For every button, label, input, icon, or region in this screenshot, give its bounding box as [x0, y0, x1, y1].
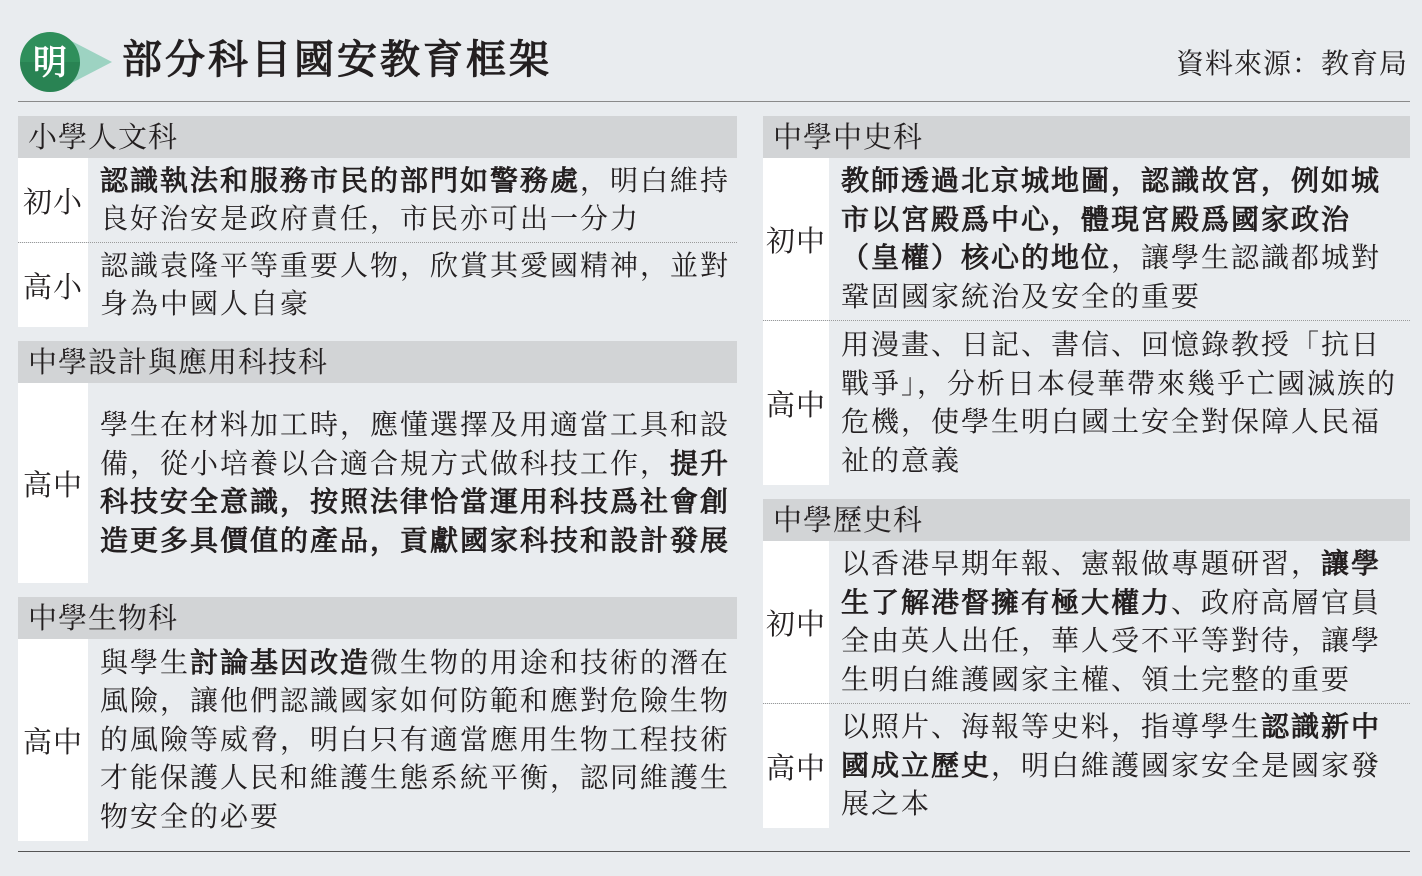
section-title-history: 中學歷史科: [763, 499, 1410, 541]
body-text: 認識袁隆平等重要人物，欣賞其愛國精神，並對身為中國人自豪: [100, 248, 731, 320]
bold-text: 認識新中國成立歷史: [841, 710, 1382, 782]
body-text: 、政府高層官員全由英人出任，華人受不平等對待，讓學生明白維護國家主權、領土完整的重要: [841, 585, 1382, 696]
bold-text: 提升科技安全意識，按照法律恰當運用科技爲社會創造更多具價值的產品，貢獻國家科技和設計發展: [100, 446, 731, 557]
body-text: 與學生: [100, 645, 191, 679]
section-title-chinese-history: 中學中史科: [763, 116, 1410, 158]
row-content: [829, 321, 1410, 485]
table-row: [18, 639, 737, 841]
level-label: 高中: [18, 639, 88, 841]
body-text: ，明白維護國家安全是國家發展之本: [841, 748, 1382, 821]
header: [0, 0, 1422, 100]
bottom-divider: [18, 851, 1410, 852]
bold-text: 教師透過北京城地圖，認識故宮，例如城市以宮殿爲中心，體現宮殿爲國家政治（皇權）核心的地位: [841, 164, 1382, 274]
bold-text: 討論基因改造: [190, 645, 371, 679]
level-label: 高中: [18, 383, 88, 583]
bold-text: 認識執法和服務市民的部門如警務處: [100, 163, 581, 197]
row-content: [88, 639, 737, 841]
table-row: [18, 158, 737, 242]
row-content: [829, 704, 1410, 828]
table-row: [763, 321, 1410, 485]
row-content: [88, 383, 737, 583]
row-content: [88, 243, 737, 327]
section-title-design-technology: 中學設計與應用科技科: [18, 341, 737, 383]
body-text: 用漫畫、日記、書信、回憶錄教授「抗日戰爭」，分析日本侵華帶來幾乎亡國滅族的危機，使學生明白國土安全對保障人民福祉的意義: [841, 328, 1398, 477]
ming-pao-logo-icon: [18, 30, 114, 94]
level-label: 初中: [763, 158, 829, 320]
row-content: [829, 541, 1410, 703]
body-text: ，明白維持良好治安是政府責任，市民亦可出一分力: [100, 163, 731, 235]
top-divider: [18, 101, 1410, 102]
level-label: 高中: [763, 321, 829, 485]
row-content: [829, 158, 1410, 320]
body-text: ，讓學生認識都城對鞏固國家統治及安全的重要: [841, 241, 1382, 313]
body-text: 微生物的用途和技術的潛在風險，讓他們認識國家如何防範和應對危險生物的風險等威脅，明白只有適當應用生物工程技術才能保護人民和維護生態系統平衡，認同維護生物安全的必要: [100, 645, 731, 833]
source-note: 資料來源：教育局: [1175, 47, 1408, 80]
body-text: 以照片、海報等史料，指導學生: [841, 710, 1262, 744]
row-content: [88, 158, 737, 242]
table-row: [763, 541, 1410, 703]
section-title-biology: 中學生物科: [18, 597, 737, 639]
left-column: [18, 116, 737, 841]
section-title-primary-humanities: 小學人文科: [18, 116, 737, 158]
body-text: 學生在材料加工時，應懂選擇及用適當工具和設備，從小培養以合適合規方式做科技工作，: [100, 408, 731, 480]
level-label: 初小: [18, 158, 88, 242]
level-label: 初中: [763, 541, 829, 703]
bold-text: 讓學生了解港督擁有極大權力: [841, 547, 1382, 619]
table-row: [763, 158, 1410, 320]
page-title: 部分科目國安教育框架: [122, 37, 552, 83]
body-text: 以香港早期年報、憲報做專題研習，: [841, 547, 1322, 580]
table-row: [18, 243, 737, 327]
level-label: 高中: [763, 704, 829, 828]
table-row: [763, 704, 1410, 828]
logo-char: 明: [33, 43, 67, 83]
right-column: [763, 116, 1410, 828]
table-row: [18, 383, 737, 583]
level-label: 高小: [18, 243, 88, 327]
